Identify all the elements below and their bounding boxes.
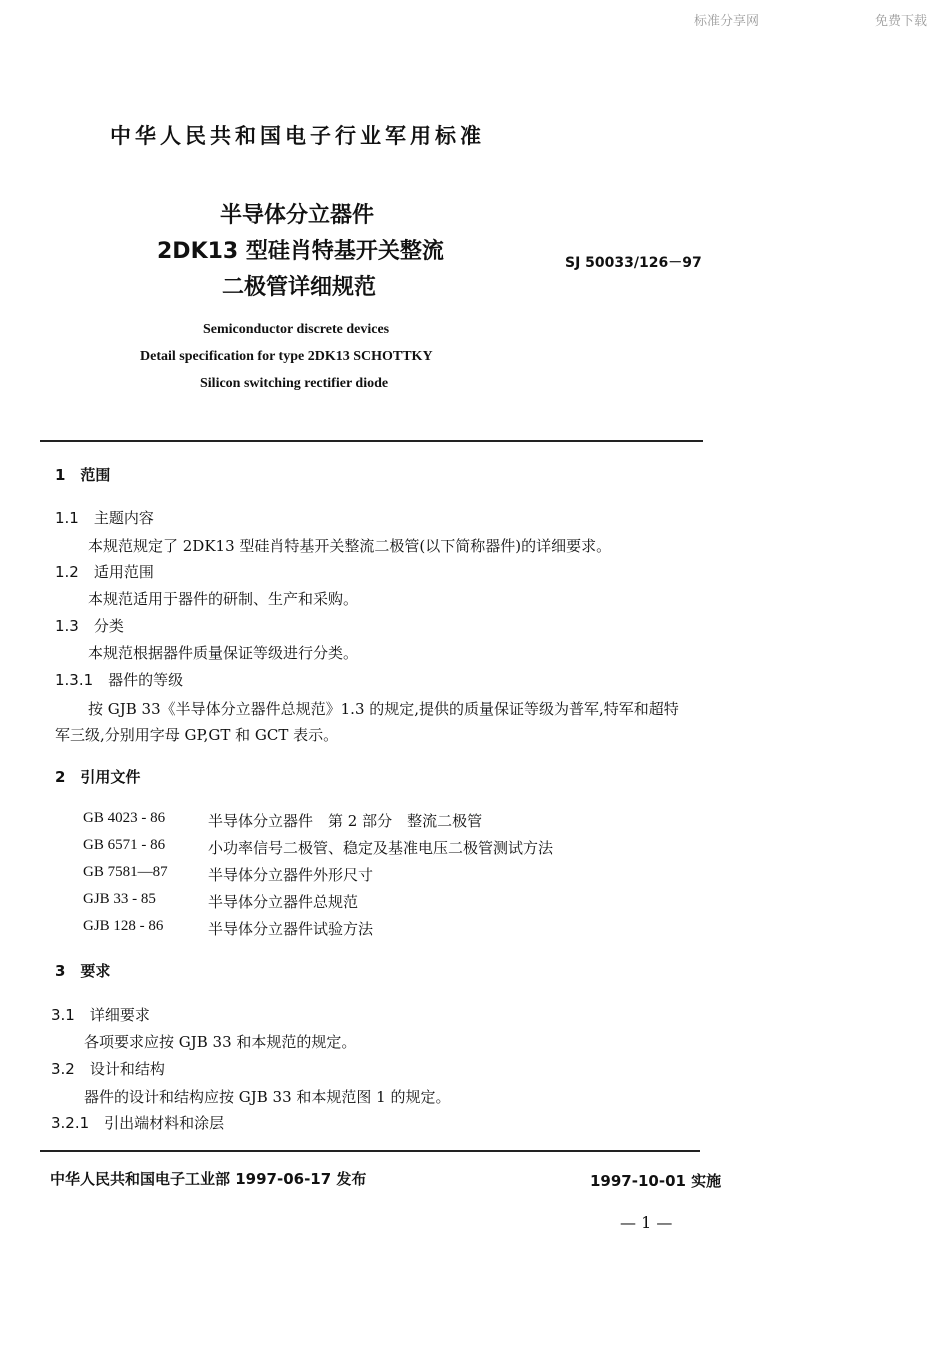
section-1-3-1-heading: 1.3.1 器件的等级 [55,671,184,689]
english-title-line-3: Silicon switching rectifier diode [200,376,389,391]
section-1-1-heading: 1.1 主题内容 [55,509,154,527]
ref-code: GB 6571 - 86 [83,837,166,853]
page-number: — 1 — [620,1213,673,1232]
section-1-3-heading: 1.3 分类 [55,617,124,635]
section-1-3-1-text-2: 军三级,分别用字母 GP,GT 和 GCT 表示。 [55,726,339,744]
section-1-heading: 1 范围 [55,466,111,484]
section-3-heading: 3 要求 [55,962,111,980]
section-1-3-1-text-1: 按 GJB 33《半导体分立器件总规范》1.3 的规定,提供的质量保证等级为普军,特军和超特 [88,700,679,718]
title-line-1: 半导体分立器件 [220,203,375,228]
section-3-1-text: 各项要求应按 GJB 33 和本规范的规定。 [84,1033,357,1051]
title-divider [40,440,703,442]
standard-code: SJ 50033/126－97 [565,255,702,271]
ref-title: 小功率信号二极管、稳定及基准电压二极管测试方法 [208,839,554,857]
section-1-2-heading: 1.2 适用范围 [55,563,154,581]
ref-title: 半导体分立器件试验方法 [208,920,374,938]
footer-divider [40,1150,700,1152]
watermark-right: 免费下载 [875,14,928,29]
section-3-2-text: 器件的设计和结构应按 GJB 33 和本规范图 1 的规定。 [84,1088,451,1106]
issue-date: 中华人民共和国电子工业部 1997-06-17 发布 [50,1170,367,1188]
watermark-left: 标准分享网 [694,14,760,29]
section-3-2-1-heading: 3.2.1 引出端材料和涂层 [51,1114,225,1132]
section-1-1-text: 本规范规定了 2DK13 型硅肖特基开关整流二极管(以下简称器件)的详细要求。 [88,537,612,555]
english-title-line-1: Semiconductor discrete devices [203,322,390,337]
title-line-2: 2DK13 型硅肖特基开关整流 [157,239,444,264]
standard-header: 中华人民共和国电子行业军用标准 [110,124,485,148]
ref-code: GB 7581—87 [83,864,168,880]
ref-title: 半导体分立器件外形尺寸 [208,866,374,884]
section-2-heading: 2 引用文件 [55,768,141,786]
section-1-2-text: 本规范适用于器件的研制、生产和采购。 [88,590,359,608]
ref-code: GJB 33 - 85 [83,891,156,907]
ref-code: GJB 128 - 86 [83,918,164,934]
section-1-3-text: 本规范根据器件质量保证等级进行分类。 [88,644,359,662]
effective-date: 1997-10-01 实施 [590,1172,722,1190]
ref-title: 半导体分立器件总规范 [208,893,359,911]
ref-code: GB 4023 - 86 [83,810,166,826]
ref-title: 半导体分立器件 第 2 部分 整流二极管 [208,812,483,830]
english-title-line-2: Detail specification for type 2DK13 SCHOTTKY [140,349,433,364]
section-3-1-heading: 3.1 详细要求 [51,1006,150,1024]
section-3-2-heading: 3.2 设计和结构 [51,1060,165,1078]
title-line-3: 二极管详细规范 [222,275,377,300]
